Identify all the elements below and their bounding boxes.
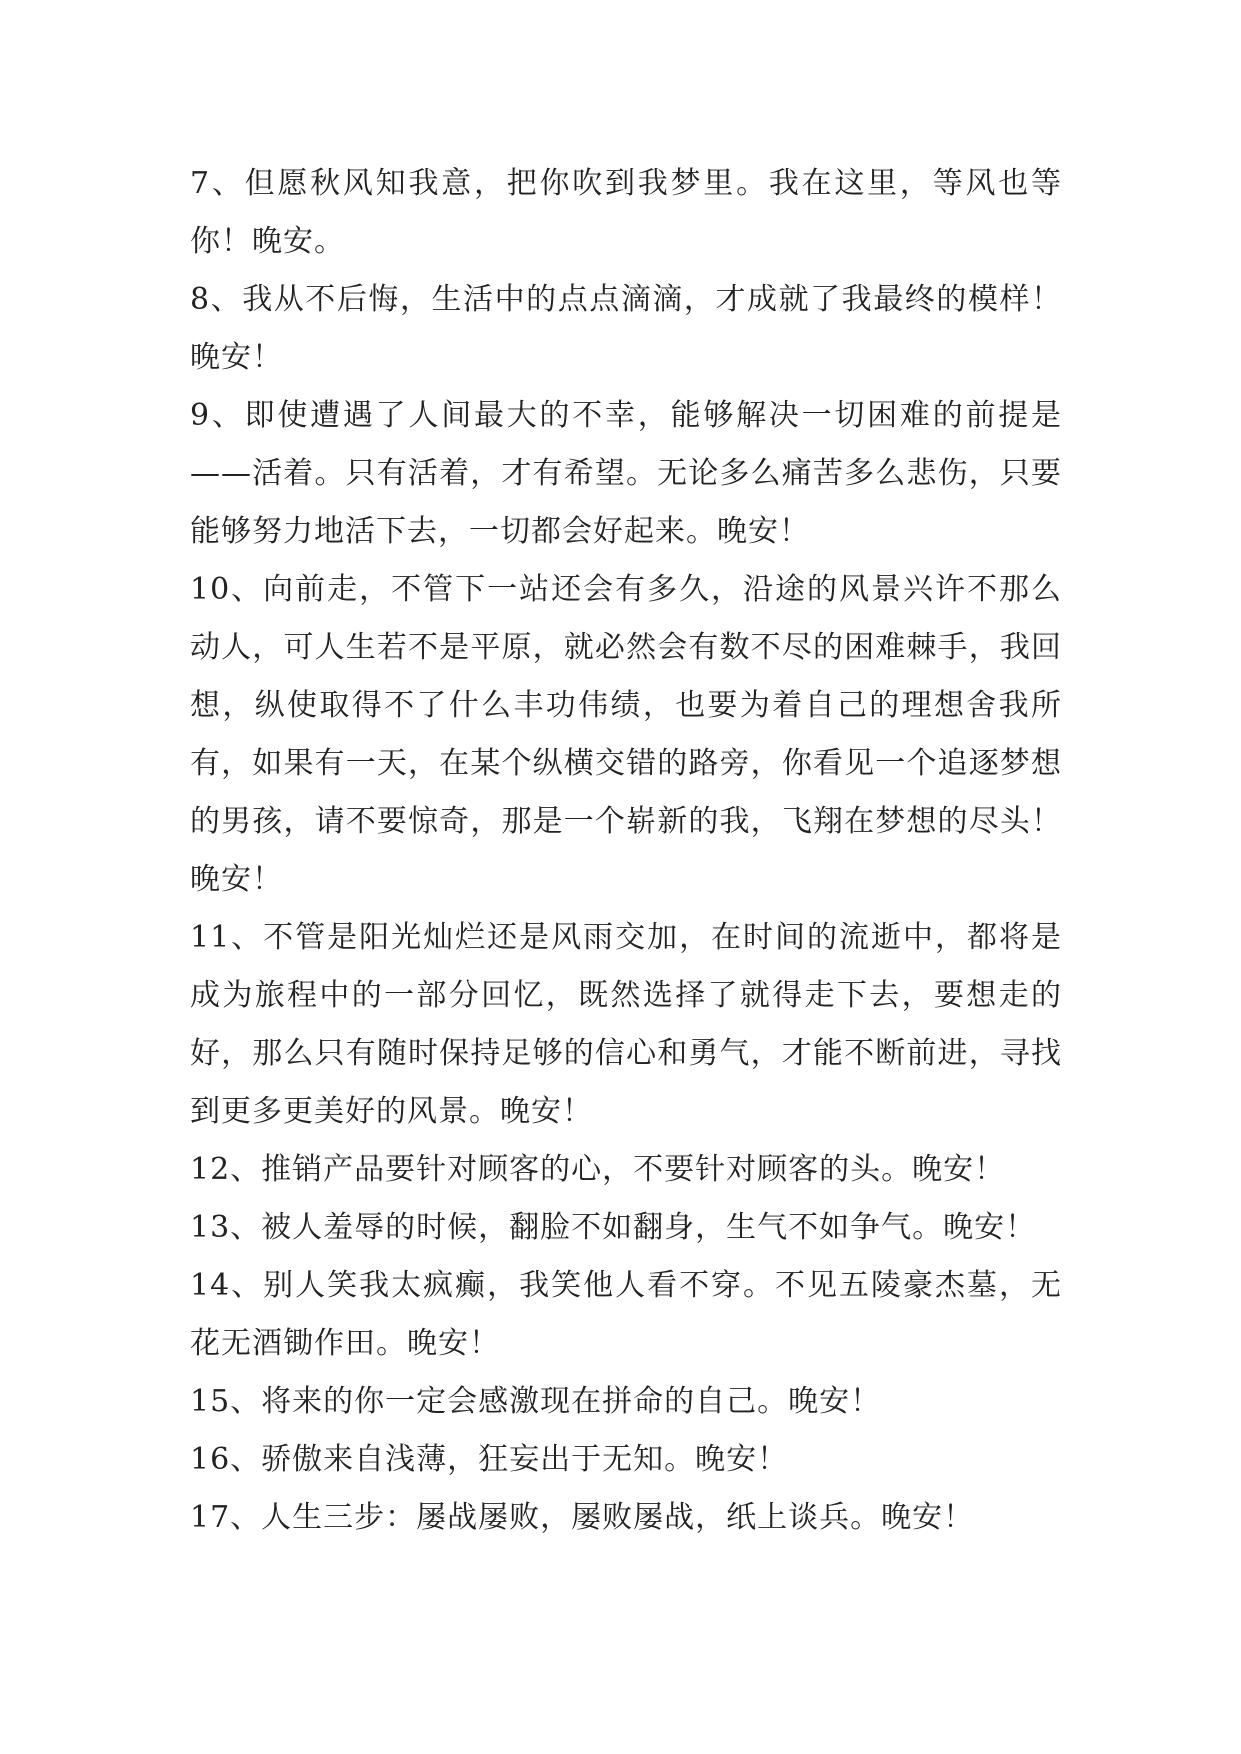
quote-paragraph-8: 8、我从不后悔，生活中的点点滴滴，才成就了我最终的模样！晚安！ [190, 282, 1062, 375]
quote-paragraph-13: 13、被人羞辱的时候，翻脸不如翻身，生气不如争气。晚安！ [190, 1210, 1037, 1245]
quote-paragraph-14: 14、别人笑我太疯癫，我笑他人看不穿。不见五陵豪杰墓，无花无酒锄作田。晚安！ [190, 1268, 1062, 1361]
quote-paragraph-10: 10、向前走，不管下一站还会有多久，沿途的风景兴许不那么动人，可人生若不是平原，就必然会有数不尽的困难棘手，我回想，纵使取得不了什么丰功伟绩，也要为着自己的理想舍我所有，如果有一天，在某个纵横交错的路旁，你看见一个追逐梦想的男孩，请不要惊奇，那是一个崭新的我，飞翔在梦想的尽头！晚安！ [190, 572, 1062, 897]
quote-paragraph-15: 15、将来的你一定会感激现在拼命的自己。晚安！ [190, 1384, 882, 1419]
quote-paragraph-16: 16、骄傲来自浅薄，狂妄出于无知。晚安！ [190, 1442, 789, 1477]
quote-paragraph-7: 7、但愿秋风知我意，把你吹到我梦里。我在这里，等风也等你！晚安。 [190, 166, 1062, 259]
quote-paragraph-11: 11、不管是阳光灿烂还是风雨交加，在时间的流逝中，都将是成为旅程中的一部分回忆，既然选择了就得走下去，要想走的好，那么只有随时保持足够的信心和勇气，才能不断前进，寻找到更多更美好的风景。晚安！ [190, 920, 1062, 1129]
quote-paragraph-9: 9、即使遭遇了人间最大的不幸，能够解决一切困难的前提是——活着。只有活着，才有希望。无论多么痛苦多么悲伤，只要能够努力地活下去，一切都会好起来。晚安！ [190, 398, 1062, 549]
quote-paragraph-12: 12、推销产品要针对顾客的心，不要针对顾客的头。晚安！ [190, 1152, 1006, 1187]
quote-paragraph-17: 17、人生三步：屡战屡败，屡败屡战，纸上谈兵。晚安！ [190, 1500, 975, 1535]
document-body [190, 155, 1062, 1547]
